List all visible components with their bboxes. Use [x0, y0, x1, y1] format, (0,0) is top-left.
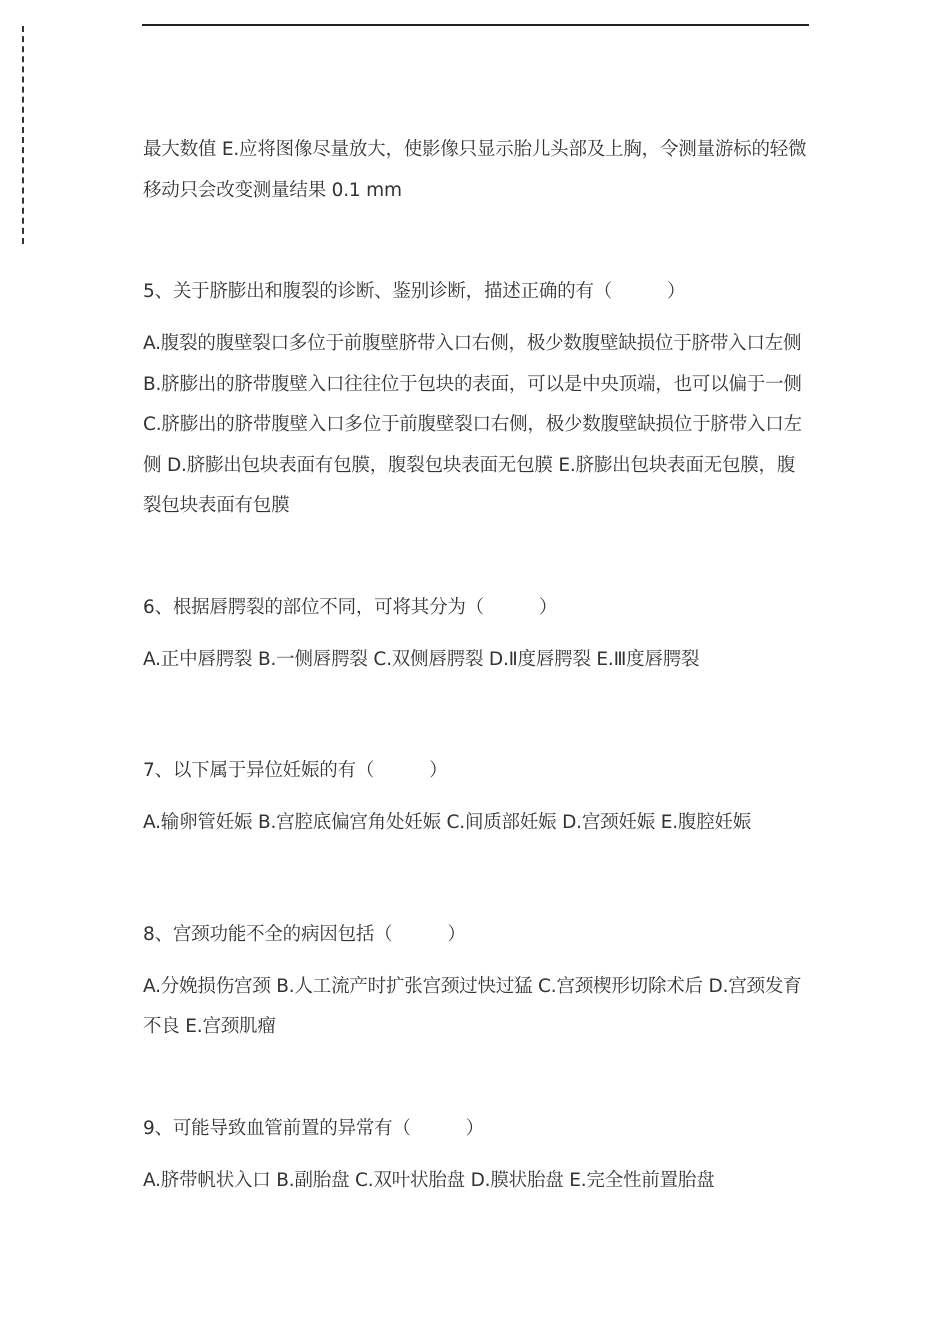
- question-9: [143, 1109, 811, 1202]
- spacer: [143, 527, 811, 588]
- spacer: [143, 844, 811, 915]
- question-8: [143, 915, 811, 1048]
- spacer: [143, 1048, 811, 1109]
- header-rule: [142, 24, 809, 26]
- question-5: [143, 272, 811, 527]
- spacer: [143, 211, 811, 272]
- spacer: [143, 628, 811, 640]
- question-options: A.分娩损伤宫颈 B.人工流产时扩张宫颈过快过猛 C.宫颈楔形切除术后 D.宫颈发育不良 E.宫颈肌瘤: [143, 975, 802, 1037]
- spacer: [143, 680, 811, 751]
- question-options: A.脐带帆状入口 B.副胎盘 C.双叶状胎盘 D.膜状胎盘 E.完全性前置胎盘: [143, 1169, 715, 1191]
- question-title: 8、宫颈功能不全的病因包括（ ）: [143, 923, 466, 945]
- question-title: 7、以下属于异位妊娠的有（ ）: [143, 760, 448, 781]
- document-body: [143, 130, 811, 1201]
- question-options: A.腹裂的腹壁裂口多位于前腹壁脐带入口右侧，极少数腹壁缺损位于脐带入口左侧 B.脐膨出的脐带腹壁入口往往位于包块的表面，可以是中央顶端，也可以偏于一侧 C.脐膨出的脐带腹壁入口多位于前腹壁裂口右侧，极少数腹壁缺损位于脐带入口左侧 D.脐膨出包块表面有包膜，腹裂包块表面无包膜 E.脐膨出包块表面无包膜，腹裂包块表面有包膜: [143, 333, 802, 516]
- spacer: [143, 791, 811, 803]
- spacer: [143, 312, 811, 324]
- spacer: [143, 955, 811, 967]
- binding-dashed-line: [22, 26, 24, 244]
- intro-continuation: 最大数值 E.应将图像尽量放大，使影像只显示胎儿头部及上胸，令测量游标的轻微移动只会改变测量结果 0.1 mm: [143, 139, 807, 201]
- question-title: 6、根据唇腭裂的部位不同，可将其分为（ ）: [143, 596, 558, 618]
- question-7: [143, 751, 811, 844]
- spacer: [143, 1149, 811, 1161]
- question-6: [143, 588, 811, 681]
- question-options: A.正中唇腭裂 B.一侧唇腭裂 C.双侧唇腭裂 D.Ⅱ度唇腭裂 E.Ⅲ度唇腭裂: [143, 648, 700, 670]
- question-title: 5、关于脐膨出和腹裂的诊断、鉴别诊断，描述正确的有（ ）: [143, 281, 686, 302]
- question-title: 9、可能导致血管前置的异常有（ ）: [143, 1117, 484, 1139]
- question-options: A.输卵管妊娠 B.宫腔底偏宫角处妊娠 C.间质部妊娠 D.宫颈妊娠 E.腹腔妊娠: [143, 812, 752, 833]
